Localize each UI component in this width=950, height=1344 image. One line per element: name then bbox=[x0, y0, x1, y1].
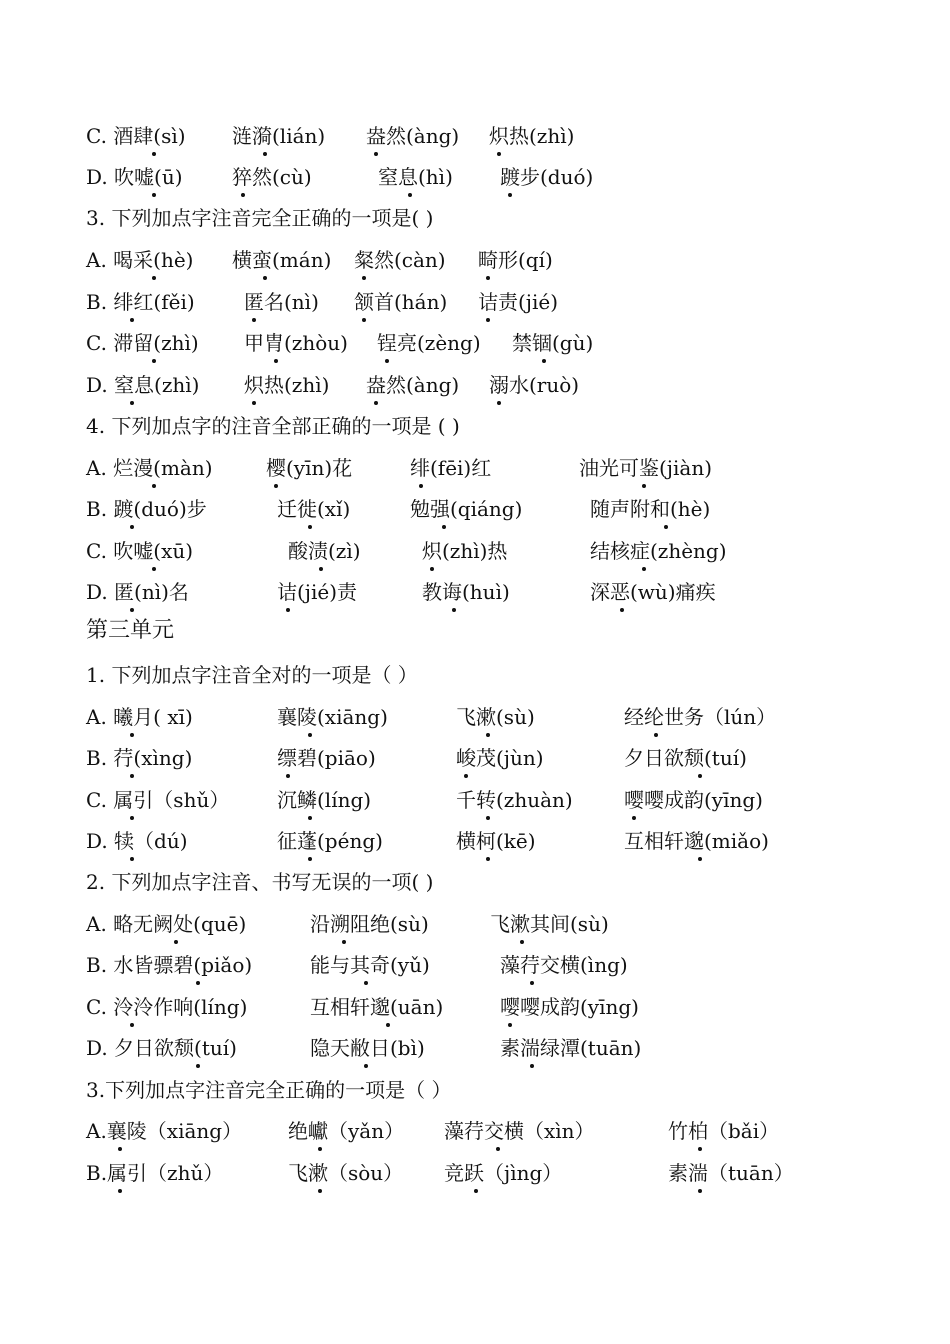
emphasis-dot bbox=[486, 816, 490, 820]
emphasis-dot bbox=[196, 981, 200, 985]
emphasis-dot bbox=[486, 318, 490, 322]
emphasis-dot bbox=[130, 401, 134, 405]
option-text: 横柯(kē) bbox=[456, 829, 536, 853]
question-text: 4. 下列加点字的注音全部正确的一项是 ( ) bbox=[86, 414, 460, 438]
option-text: 沉鳞(líng) bbox=[277, 788, 372, 812]
option-text: 竹柏（bǎi） bbox=[668, 1119, 780, 1143]
option-text: 粲然(càn) bbox=[354, 248, 446, 272]
option-text: 炽热(zhì) bbox=[244, 373, 330, 397]
option-text: 匿名(nì) bbox=[244, 290, 319, 314]
emphasis-dot bbox=[442, 525, 446, 529]
unit-title: 第三单元 bbox=[86, 618, 175, 643]
emphasis-dot bbox=[364, 981, 368, 985]
emphasis-dot bbox=[474, 1189, 478, 1193]
emphasis-dot bbox=[654, 733, 658, 737]
option-text: A. 曦月( xī) bbox=[86, 705, 193, 729]
emphasis-dot bbox=[362, 276, 366, 280]
option-text: 征蓬(péng) bbox=[277, 829, 383, 853]
emphasis-dot bbox=[152, 484, 156, 488]
emphasis-dot bbox=[263, 152, 267, 156]
option-text: 勉强(qiáng) bbox=[410, 497, 523, 521]
option-text: 经纶世务（lún） bbox=[624, 705, 777, 729]
option-text: 竞跃（jìng） bbox=[444, 1161, 563, 1185]
emphasis-dot bbox=[408, 193, 412, 197]
emphasis-dot bbox=[642, 567, 646, 571]
option-text: A.襄陵（xiāng） bbox=[86, 1119, 243, 1143]
emphasis-dot bbox=[308, 857, 312, 861]
emphasis-dot bbox=[286, 608, 290, 612]
option-text: 诘责(jié) bbox=[478, 290, 559, 314]
option-text: C. 属引（shǔ） bbox=[86, 788, 230, 812]
emphasis-dot bbox=[318, 1147, 322, 1151]
option-text: D. 犊（dú) bbox=[86, 829, 188, 853]
emphasis-dot bbox=[174, 940, 178, 944]
emphasis-dot bbox=[374, 401, 378, 405]
emphasis-dot bbox=[698, 774, 702, 778]
option-text: 飞漱（sòu） bbox=[288, 1161, 404, 1185]
option-text: 猝然(cù) bbox=[232, 165, 312, 189]
option-text: 互相轩邈(uān) bbox=[310, 995, 444, 1019]
emphasis-dot bbox=[130, 816, 134, 820]
emphasis-dot bbox=[698, 857, 702, 861]
option-text: 盎然(àng) bbox=[366, 124, 460, 148]
emphasis-dot bbox=[274, 484, 278, 488]
option-text: 炽(zhì)热 bbox=[422, 539, 508, 563]
emphasis-dot bbox=[241, 193, 245, 197]
option-text: 素湍（tuān） bbox=[668, 1161, 794, 1185]
option-text: 襄陵(xiāng) bbox=[277, 705, 388, 729]
option-text: D. 匿(nì)名 bbox=[86, 580, 189, 604]
emphasis-dot bbox=[130, 857, 134, 861]
option-text: 素湍绿潭(tuān) bbox=[500, 1036, 642, 1060]
emphasis-dot bbox=[362, 318, 366, 322]
emphasis-dot bbox=[286, 774, 290, 778]
option-text: 缥碧(piāo) bbox=[277, 746, 376, 770]
emphasis-dot bbox=[508, 193, 512, 197]
emphasis-dot bbox=[496, 1147, 500, 1151]
emphasis-dot bbox=[664, 525, 668, 529]
emphasis-dot bbox=[130, 608, 134, 612]
option-text: D. 夕日欲颓(tuí) bbox=[86, 1036, 237, 1060]
emphasis-dot bbox=[118, 1147, 122, 1151]
emphasis-dot bbox=[152, 152, 156, 156]
option-text: 峻茂(jùn) bbox=[456, 746, 544, 770]
option-text: 迁徙(xǐ) bbox=[277, 497, 351, 521]
emphasis-dot bbox=[308, 525, 312, 529]
option-text: 深恶(wù)痛疾 bbox=[590, 580, 716, 604]
option-text: 踱步(duó) bbox=[500, 165, 594, 189]
emphasis-dot bbox=[620, 608, 624, 612]
option-text: B. 荇(xìng) bbox=[86, 746, 193, 770]
emphasis-dot bbox=[308, 733, 312, 737]
emphasis-dot bbox=[118, 1189, 122, 1193]
option-text: B. 绯红(fěi) bbox=[86, 290, 195, 314]
option-text: 禁锢(gù) bbox=[512, 331, 594, 355]
option-text: B. 水皆骠碧(piǎo) bbox=[86, 953, 253, 977]
emphasis-dot bbox=[130, 318, 134, 322]
option-text: 油光可鉴(jiàn) bbox=[579, 456, 713, 480]
emphasis-dot bbox=[263, 276, 267, 280]
emphasis-dot bbox=[152, 193, 156, 197]
option-text: 诘(jié)责 bbox=[277, 580, 358, 604]
emphasis-dot bbox=[152, 359, 156, 363]
option-text: 千转(zhuàn) bbox=[456, 788, 573, 812]
option-text: 飞漱其间(sù) bbox=[490, 912, 609, 936]
emphasis-dot bbox=[430, 567, 434, 571]
question-text: 3. 下列加点字注音完全正确的一项是( ) bbox=[86, 206, 434, 230]
option-text: 结核症(zhèng) bbox=[590, 539, 727, 563]
emphasis-dot bbox=[130, 733, 134, 737]
question-text: 1. 下列加点字注音全对的一项是（ ） bbox=[86, 663, 418, 687]
emphasis-dot bbox=[342, 940, 346, 944]
emphasis-dot bbox=[364, 1064, 368, 1068]
option-text: C. 泠泠作响(líng) bbox=[86, 995, 248, 1019]
emphasis-dot bbox=[642, 484, 646, 488]
emphasis-dot bbox=[698, 1147, 702, 1151]
emphasis-dot bbox=[530, 1064, 534, 1068]
option-text: B.属引（zhǔ） bbox=[86, 1161, 224, 1185]
option-text: D. 吹嘘(ū) bbox=[86, 165, 183, 189]
option-text: 樱(yīn)花 bbox=[266, 456, 353, 480]
emphasis-dot bbox=[152, 567, 156, 571]
emphasis-dot bbox=[497, 401, 501, 405]
option-text: 隐天敝日(bì) bbox=[310, 1036, 425, 1060]
emphasis-dot bbox=[632, 816, 636, 820]
emphasis-dot bbox=[452, 608, 456, 612]
emphasis-dot bbox=[374, 152, 378, 156]
option-text: 炽热(zhì) bbox=[489, 124, 575, 148]
option-text: 飞漱(sù) bbox=[456, 705, 535, 729]
option-text: 锃亮(zèng) bbox=[377, 331, 481, 355]
question-text: 2. 下列加点字注音、书写无误的一项( ) bbox=[86, 870, 434, 894]
emphasis-dot bbox=[542, 359, 546, 363]
emphasis-dot bbox=[319, 567, 323, 571]
emphasis-dot bbox=[486, 857, 490, 861]
option-text: C. 酒肆(sì) bbox=[86, 124, 186, 148]
emphasis-dot bbox=[385, 359, 389, 363]
emphasis-dot bbox=[486, 276, 490, 280]
option-text: 嘤嘤成韵(yīng) bbox=[500, 995, 639, 1019]
option-text: 夕日欲颓(tuí) bbox=[624, 746, 747, 770]
emphasis-dot bbox=[252, 318, 256, 322]
option-text: D. 窒息(zhì) bbox=[86, 373, 200, 397]
emphasis-dot bbox=[530, 981, 534, 985]
option-text: 盎然(àng) bbox=[366, 373, 460, 397]
option-text: C. 滞留(zhì) bbox=[86, 331, 199, 355]
option-text: 藻荇交横（xìn） bbox=[444, 1119, 595, 1143]
emphasis-dot bbox=[386, 1023, 390, 1027]
option-text: 绯(fēi)红 bbox=[410, 456, 492, 480]
emphasis-dot bbox=[196, 1064, 200, 1068]
option-text: 横蛮(mán) bbox=[232, 248, 332, 272]
option-text: 甲胄(zhòu) bbox=[244, 331, 348, 355]
emphasis-dot bbox=[698, 1189, 702, 1193]
option-text: A. 烂漫(màn) bbox=[86, 456, 213, 480]
option-text: 教诲(huì) bbox=[422, 580, 510, 604]
option-text: 沿溯阻绝(sù) bbox=[310, 912, 429, 936]
option-text: 绝巘（yǎn） bbox=[288, 1119, 405, 1143]
emphasis-dot bbox=[152, 276, 156, 280]
option-text: B. 踱(duó)步 bbox=[86, 497, 207, 521]
question-text: 3.下列加点字注音完全正确的一项是（ ） bbox=[86, 1078, 452, 1102]
option-text: 能与其奇(yǔ) bbox=[310, 953, 430, 977]
emphasis-dot bbox=[419, 484, 423, 488]
emphasis-dot bbox=[520, 940, 524, 944]
option-text: 嘤嘤成韵(yīng) bbox=[624, 788, 763, 812]
emphasis-dot bbox=[508, 1023, 512, 1027]
option-text: A. 喝采(hè) bbox=[86, 248, 194, 272]
option-text: 畸形(qí) bbox=[478, 248, 553, 272]
emphasis-dot bbox=[486, 733, 490, 737]
option-text: 互相轩邈(miǎo) bbox=[624, 829, 769, 853]
emphasis-dot bbox=[130, 774, 134, 778]
option-text: 颔首(hán) bbox=[354, 290, 448, 314]
emphasis-dot bbox=[252, 401, 256, 405]
emphasis-dot bbox=[274, 359, 278, 363]
option-text: 酸渍(zì) bbox=[288, 539, 361, 563]
option-text: 溺水(ruò) bbox=[489, 373, 580, 397]
option-text: 窒息(hì) bbox=[378, 165, 453, 189]
option-text: A. 略无阙处(quē) bbox=[86, 912, 247, 936]
option-text: 随声附和(hè) bbox=[590, 497, 711, 521]
emphasis-dot bbox=[464, 774, 468, 778]
emphasis-dot bbox=[318, 1189, 322, 1193]
emphasis-dot bbox=[130, 525, 134, 529]
emphasis-dot bbox=[497, 152, 501, 156]
emphasis-dot bbox=[130, 1023, 134, 1027]
option-text: 藻荇交横(ìng) bbox=[500, 953, 628, 977]
emphasis-dot bbox=[308, 816, 312, 820]
option-text: C. 吹嘘(xū) bbox=[86, 539, 194, 563]
option-text: 涟漪(lián) bbox=[232, 124, 326, 148]
